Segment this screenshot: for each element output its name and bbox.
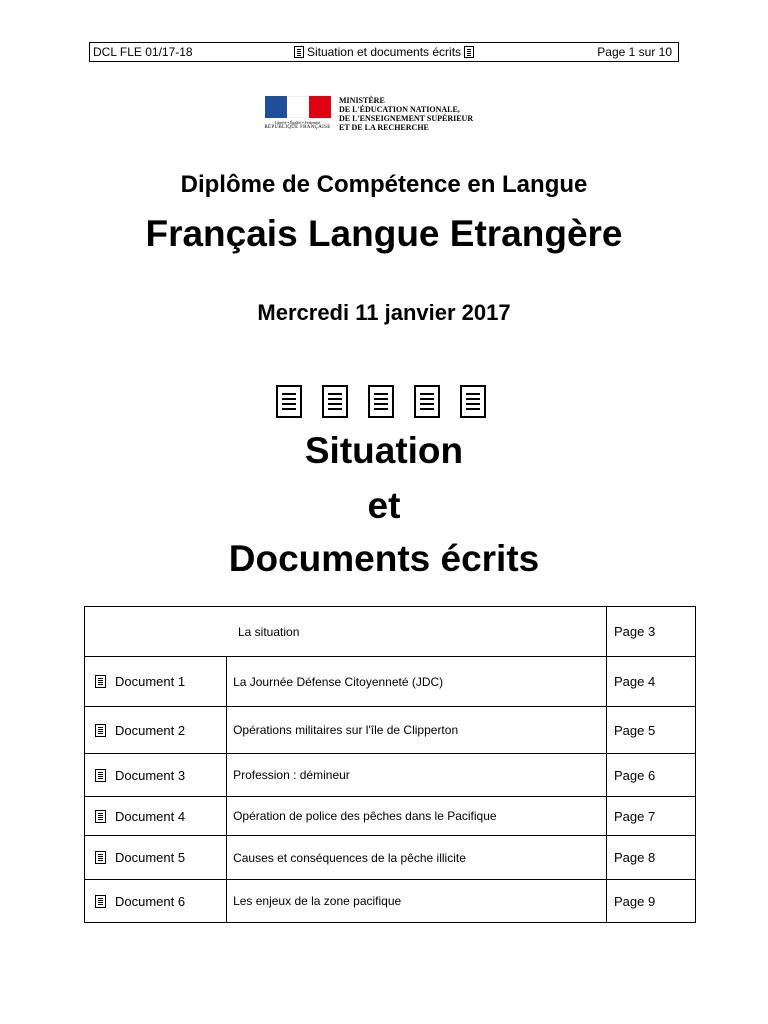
document-page: Page 5 bbox=[607, 707, 696, 754]
document-title: Les enjeux de la zone pacifique bbox=[227, 880, 607, 923]
ministry-line: ET DE LA RECHERCHE bbox=[339, 123, 429, 132]
republic-name: RÉPUBLIQUE FRANÇAISE bbox=[264, 125, 331, 130]
header-title: Situation et documents écrits bbox=[306, 45, 462, 59]
document-title: Opération de police des pêches dans le Pacifique bbox=[227, 797, 607, 836]
exam-code: DCL FLE 01/17-18 bbox=[93, 45, 193, 59]
document-icon bbox=[276, 385, 302, 418]
document-page: Page 8 bbox=[607, 836, 696, 880]
table-row bbox=[85, 754, 696, 797]
situation-label: La situation bbox=[85, 607, 607, 657]
document-page: Page 4 bbox=[607, 657, 696, 707]
toc-situation-row bbox=[85, 607, 696, 657]
document-icon bbox=[294, 46, 304, 58]
document-label: Document 2 bbox=[115, 722, 186, 738]
table-row bbox=[85, 657, 696, 707]
table-row bbox=[85, 797, 696, 836]
document-label: Document 4 bbox=[115, 808, 186, 824]
document-label: Document 5 bbox=[115, 850, 186, 865]
document-icon bbox=[464, 46, 474, 58]
document-title: Causes et conséquences de la pêche illicite bbox=[227, 836, 607, 880]
document-icon bbox=[460, 385, 486, 418]
section-title-line-3: Documents écrits bbox=[228, 538, 540, 579]
ministry-name bbox=[339, 96, 473, 132]
ministry-line: DE L'ENSEIGNEMENT SUPÉRIEUR bbox=[339, 114, 474, 123]
document-icon bbox=[95, 895, 106, 908]
document-page: Page 7 bbox=[607, 797, 696, 836]
table-row bbox=[85, 836, 696, 880]
document-title: Profession : démineur bbox=[227, 754, 607, 797]
exam-date: Mercredi 11 janvier 2017 bbox=[257, 300, 511, 325]
situation-page: Page 3 bbox=[607, 607, 696, 657]
tricolor-flag-icon bbox=[265, 96, 331, 118]
section-title-line-1: Situation bbox=[304, 430, 464, 471]
document-icon bbox=[95, 769, 106, 782]
table-of-contents bbox=[84, 606, 696, 923]
document-label: Document 1 bbox=[115, 674, 186, 689]
document-icon bbox=[95, 851, 106, 864]
republic-flag-logo bbox=[264, 96, 331, 130]
table-row bbox=[85, 880, 696, 923]
document-icons-row bbox=[276, 385, 486, 418]
document-icon bbox=[322, 385, 348, 418]
diploma-title: Diplôme de Compétence en Langue bbox=[180, 171, 588, 198]
document-icon bbox=[95, 724, 106, 737]
document-icon bbox=[414, 385, 440, 418]
header-title-group bbox=[90, 45, 678, 59]
document-page: Page 6 bbox=[607, 754, 696, 797]
republic-motto: Liberté • Égalité • Fraternité bbox=[274, 120, 321, 125]
language-title: Français Langue Etrangère bbox=[145, 213, 623, 254]
ministry-line: MINISTÈRE bbox=[339, 96, 385, 105]
document-title: Opérations militaires sur l'île de Clipperton bbox=[227, 707, 607, 754]
document-title: La Journée Défense Citoyenneté (JDC) bbox=[227, 657, 607, 707]
document-icon bbox=[95, 810, 106, 823]
table-row bbox=[85, 707, 696, 754]
document-label: Document 3 bbox=[115, 767, 186, 783]
page-header bbox=[89, 42, 679, 62]
document-label: Document 6 bbox=[115, 893, 186, 909]
ministry-logo bbox=[264, 96, 473, 132]
document-icon bbox=[95, 675, 106, 688]
section-title-line-2: et bbox=[367, 485, 401, 526]
document-page: Page 9 bbox=[607, 880, 696, 923]
document-icon bbox=[368, 385, 394, 418]
ministry-line: DE L'ÉDUCATION NATIONALE, bbox=[339, 105, 460, 114]
page-number: Page 1 sur 10 bbox=[597, 45, 672, 59]
